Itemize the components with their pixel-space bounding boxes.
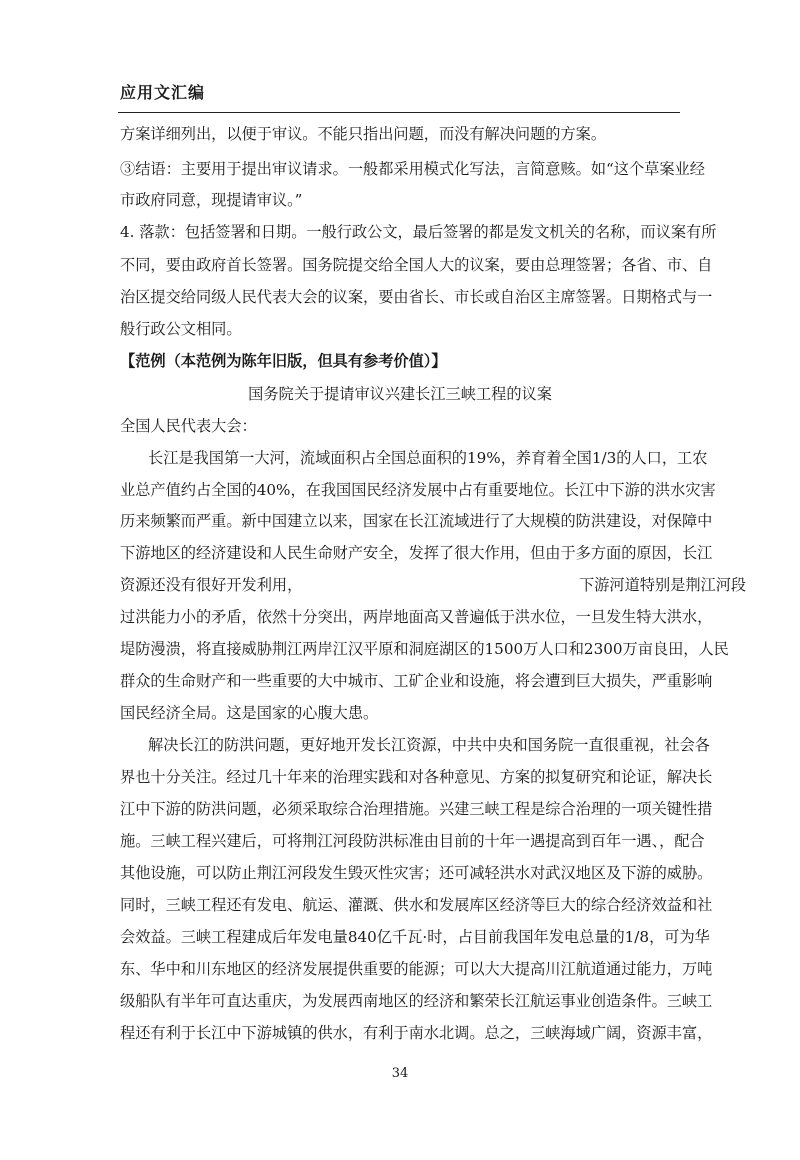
text-line: 级船队有半年可直达重庆，为发展西南地区的经济和繁荣长江航运事业创造条件。三峡工 [120,992,713,1010]
text-line-right: 下游河道特别是荆江河段 [579,576,747,594]
text-line-left: 资源还没有很好开发利用， [120,576,303,594]
text-line: 程还有利于长江中下游城镇的供水，有利于南水北调。总之，三峡海域广阔，资源丰富， [120,1024,713,1042]
text-line: 同时，三峡工程还有发电、航运、灌溉、供水和发展库区经济等巨大的综合经济效益和社 [120,896,713,914]
text-line: 市政府同意，现提请审议。” [120,191,303,209]
text-line: 4. 落款：包括签署和日期。一般行政公文，最后签署的都是发文机关的名称，而议案有所 [120,223,717,241]
text-line: 历来频繁而严重。新中国建立以来，国家在长江流域进行了大规模的防洪建设，对保障中 [120,512,713,530]
example-heading: 【范例（本范例为陈年旧版，但具有参考价值）】 [120,352,447,370]
header-divider [118,112,680,113]
text-line: 解决长江的防洪问题，更好地开发长江资源，中共中央和国务院一直很重视，社会各 [148,736,710,754]
text-line: 过洪能力小的矛盾，依然十分突出，两岸地面高又普遍低于洪水位，一旦发生特大洪水， [120,608,713,626]
text-line: 般行政公文相同。 [120,320,242,338]
text-line: 其他设施，可以防止荆江河段发生毁灭性灾害；还可减轻洪水对武汉地区及下游的威胁。 [120,864,713,882]
text-line: 施。三峡工程兴建后，可将荆江河段防洪标准由目前的十年一遇提高到百年一遇、，配合 [120,832,705,850]
text-line: 不同，要由政府首长签署。国务院提交给全国人大的议案，要由总理签署；各省、市、自 [120,256,713,274]
text-line: 会效益。三峡工程建成后年发电量840亿千瓦·时，占目前我国年发电总量的1/8，可为华 [120,928,710,946]
text-line: 国民经济全局。这是国家的心腹大患。 [120,704,379,722]
text-line: 江中下游的防洪问题，必须采取综合治理措施。兴建三峡工程是综合治理的一项关键性措 [120,800,713,818]
text-line: 长江是我国第一大河，流域面积占全国总面积的19%，养育着全国1/3的人口，工农 [148,449,708,467]
text-line: 治区提交给同级人民代表大会的议案，要由省长、市长或自治区主席签署。日期格式与一 [120,288,713,306]
text-line: 群众的生命财产和一些重要的大中城市、工矿企业和设施，将会遭到巨大损失，严重影响 [120,672,713,690]
document-title: 国务院关于提请审议兴建长江三峡工程的议案 [248,385,552,403]
text-line: 东、华中和川东地区的经济发展提供重要的能源；可以大大提高川江航道通过能力，万吨 [120,960,713,978]
salutation: 全国人民代表大会： [120,417,257,435]
text-line: 业总产值约占全国的40%，在我国国民经济发展中占有重要地位。长江中下游的洪水灾害 [120,481,716,499]
page-number: 34 [391,1066,409,1081]
text-line-with-gap [120,575,747,595]
text-line: ③结语：主要用于提出审议请求。一般都采用模式化写法，言简意赅。如“这个草案业经 [120,160,705,178]
text-line: 下游地区的经济建设和人民生命财产安全，发挥了很大作用，但由于多方面的原因，长江 [120,544,713,562]
text-line: 界也十分关注。经过几十年来的治理实践和对各种意见、方案的拟复研究和论证，解决长 [120,768,713,786]
text-line: 方案详细列出，以便于审议。不能只指出问题，而没有解决问题的方案。 [120,125,606,143]
text-line: 堤防漫溃，将直接威胁荆江两岸江汉平原和洞庭湖区的1500万人口和2300万亩良田，人民 [120,640,729,658]
running-header-title: 应用文汇编 [120,83,206,102]
